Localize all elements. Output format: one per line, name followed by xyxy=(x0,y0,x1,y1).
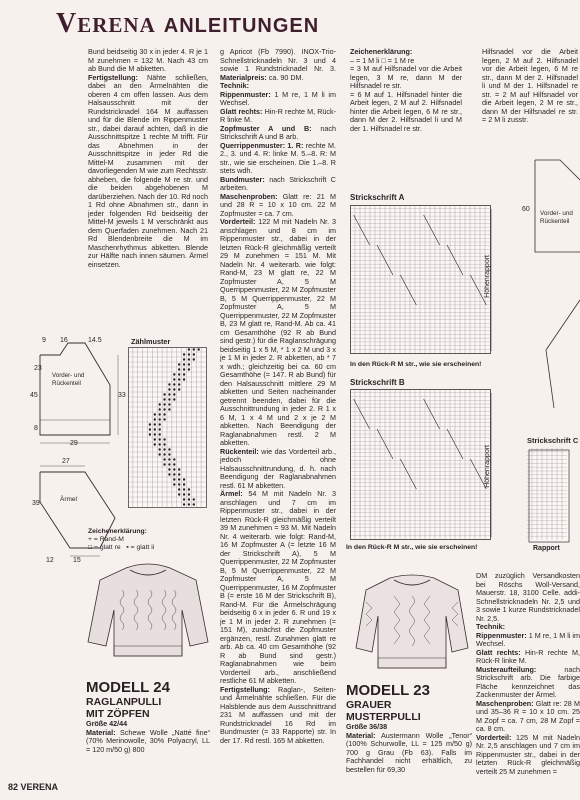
strickschrift-b-grid xyxy=(350,389,502,544)
legend-zaehlmuster: Zeichenerklärung: + = Rand-M □ = glatt re ▪ = glatt li xyxy=(88,528,155,551)
zaehlmuster-grid xyxy=(128,347,214,527)
modell-23-name-2: MUSTERPULLI xyxy=(346,711,421,723)
m-9: 9 xyxy=(42,337,46,344)
zaehlmuster-title: Zählmuster xyxy=(131,337,171,346)
chart-b-title: Strickschrift B xyxy=(350,378,405,387)
m-23: 23 xyxy=(34,365,42,372)
modell-23-name-1: GRAUER xyxy=(346,699,392,711)
m-15: 15 xyxy=(73,557,81,564)
m-39: 39 xyxy=(32,500,40,507)
modell-23-number: MODELL 23 xyxy=(346,682,430,699)
chart-c-rapport: Rapport xyxy=(533,545,560,552)
m-14-5: 14.5 xyxy=(88,337,102,344)
m-8: 8 xyxy=(34,425,38,432)
vr-schematic-label: Vorder- und Rückenteil xyxy=(52,372,85,387)
modell-24-name-1: RAGLANPULLI xyxy=(86,696,162,708)
chart-a-title: Strickschrift A xyxy=(350,193,405,202)
m-45: 45 xyxy=(30,392,38,399)
page-footer: 82 VERENA xyxy=(8,782,59,792)
strickschrift-a-grid xyxy=(350,205,502,360)
chart-b-hoehenrapport: Höhenrapport xyxy=(484,445,491,488)
column-3-text: Zeichenerklärung: – = 1 M li □ = 1 M re = 3 M auf Hilfsnadel vor die Arbeit legen, 3 M re, dann M der Hilfsnadel re str. = 6 M auf 1. Hilfsnadel hinter die Arbeit legen, 2 M auf 2. Hilfsnadel hinter die Arbeit legen, 6 M re str., dann M der 2. Hilfsnadel li und M der 1. Hilfsnadel re str. xyxy=(350,47,462,133)
chart-b-caption: In den Rück-R M str., wie sie erscheinen! xyxy=(346,544,478,551)
column-4-top-text: Hilfsnadel vor die Arbeit legen, 2 M auf 2. Hilfsnadel vor die Arbeit legen, 6 M re str., dann M der 2. Hilfsnadel li und M der 1. Hilfsnadel re str. = 2 M auf Hilfsnadel vor die Arbeit legen, 2 M re str., dann M der Hilfsnadel re str. = 2 M li zusstr. xyxy=(482,48,578,124)
raglanpulli-sweater-image xyxy=(86,560,210,660)
column-4-bottom-text: DM zuzüglich Versandkosten bei Röschs Woll-Versand, Mauerstr. 18, 3100 Celle. addi-Schnellstricknadeln Nr. 2,5 und 3 sowie 1 kurze Rundstricknadel Nr. 2,5. Technik: Rippenmuster: 1 M re, 1 M li im Wechsel. Glatt rechts: Hin-R rechte M, Rück-R linke M. Musteraufteilung: nach Strickschrift arb. Die farbige Fläche kennzeichnet das Zackenmuster der Ärmel. Maschenproben: Glatt re: 28 M und 35–36 R = 10 x 10 cm. 25 M Zopf = ca. 7 cm, 28 M Zopf = ca. 8 cm. Vorderteil: 125 M mit Nadeln Nr. 2,5 anschlagen und 7 cm im Rippenmuster str., dabei in der letzten Rück-R gleichmäßig verteilt 25 M zunehmen = xyxy=(476,572,580,776)
m-12: 12 xyxy=(46,557,54,564)
modell-24-number: MODELL 24 xyxy=(86,679,170,696)
strickschrift-c-grid xyxy=(527,448,580,548)
m-29: 29 xyxy=(70,440,78,447)
aermel-schematic-right xyxy=(526,290,580,410)
schematic-right-60: 60 xyxy=(522,206,530,213)
modell-24-name-2: MIT ZÖPFEN xyxy=(86,708,150,720)
chart-a-caption: In den Rück-R M str., wie sie erscheinen! xyxy=(350,361,482,368)
m-33: 33 xyxy=(118,392,126,399)
schematic-right-label: Vorder- und Rückenteil xyxy=(540,210,573,225)
vorder-rueckenteil-schematic xyxy=(30,335,125,455)
column-2-text: g Apricot (Fb 7990). INOX-Trio-Schnellstricknadeln Nr. 3 und 4 sowie 1 Rundstricknadel Nr. 3. Materialpreis: ca. 90 DM. Technik: Rippenmuster: 1 M re, 1 M li im Wechsel. Glatt rechts: Hin-R rechte M, Rück-R linke M. Zopfmuster A und B: nach Strickschrift A und B arb. Querrippenmuster: 1. R: rechte M. 2., 3. und 4. R: linke M. 5.–8. R: M str., wie sie erscheinen. Die 1.–8. R stets wdh. Bundmuster: nach Strickschrift C arbeiten. Maschenproben: Glatt re: 21 M und 28 R = 10 x 10 cm. 22 M Zopfmuster = ca. 7 cm. Vorderteil: 122 M mit Nadeln Nr. 3 anschlagen und 8 cm im Rippenmuster str., dabei in der letzten Rück-R gleichmäßig verteilt 29 M zunehmen = 151 M. Mit Nadeln Nr. 4 weiterarb. wie folgt: Rand-M, 23 M glatt re, 22 M Zopfmuster A, 5 M Querrippenmuster, 22 M Zopfmuster B, 5 M Querrippenmuster, 22 M Zopfmuster A, 5 M Querrippenmuster, 22 M Zopfmuster B, 23 M glatt re, Rand-M. Ab ca. 41 cm Gesamthöhe (92 R ab Bund sind gestr.) für die Raglanschrägung beidseitig 1 x 5 M, * 1 x 2 M und 3 x je 1 M in jeder 2. R abketten, ab * 7 x wdh.; gleichzeitig bei ca. 60 cm Gesamthöhe (= 147. R ab Bund) für den Halsausschnitt mittlere 29 M abketten und Seiten nacheinander getrennt beenden, dabei für die Ausschnittrundung in jeder 2. R 1 x 6 M, 1 x 4 M und 2 x je 2 M abketten. Nach Beendigung der Raglanabnahmen restl. 2 M abketten. Rückenteil: wie das Vorderteil arb., jedoch ohne Halsausschnittrundung, d. h. nach Beendigung der Raglanabnahmen restl. 61 M abketten. Ärmel: 54 M mit Nadeln Nr. 3 anschlagen und 7 cm im Rippenmuster str., dabei in der letzten Rück-R gleichmäßig verteilt 39 M zunehmen = 93 M. Mit Nadeln Nr. 4 weiterarb. wie folgt: Rand-M, 16 M Zopfmuster A (= letzte 16 M der Strickschrift A), 5 M Querrippenmuster, 22 M Zopfmuster B, 5 M Querrippenmuster, 22 M Zopfmuster A, 5 M Querrippenmuster, 16 M Zopfmuster B (= erste 16 M der Strickschrift B), Rand-M. Für die Ärmelschrägung beidseitig 6 x in jeder 6. R und 19 x je 1 M in jeder 2. R zunehmen (= 151 M), zunächst die Zopfmuster ergänzen, restl. Zunahmen glatt re arb. Ab ca. 40 cm Gesamthöhe (92 R ab Bund sind gestr.) Raglanabnahmen wie beim Vorderteil arb., anschließend restliche 61 M abketten. Fertigstellung: Raglan-, Seiten- und Ärmelnähte schließen. Für die Halsblende aus dem Ausschnittrand 231 M auffassen und mit der Rundstricknadel 16 Rd im Bundmuster (= 33 Rapporte) str. In der 17. Rd restl. 165 M abketten. xyxy=(220,47,337,745)
chart-a-hoehenrapport: Höhenrapport xyxy=(484,255,491,298)
modell-23-block: MODELL 23 GRAUER MUSTERPULLI Größe 36/38 Material: Austermann Wolle „Tenor“ (100% Schurwolle, LL = 125 m/50 g) 700 g Grau (Fb 63). Falls im Fachhandel nicht erhältlich, zu bestellen für 69,30 xyxy=(346,682,472,774)
modell-24-block: MODELL 24 RAGLANPULLI MIT ZÖPFEN Größe 42/44 Material: Schewe Wolle „Natté fine“ (70% Merinowolle, 30% Polyacryl, LL = 120 m/50 g) 800 xyxy=(86,679,210,754)
m-16: 16 xyxy=(60,337,68,344)
magazine-brand: VERENA ANLEITUNGEN xyxy=(56,8,320,39)
m-27: 27 xyxy=(62,458,70,465)
musterpulli-sweater-image xyxy=(354,572,470,672)
modell-23-size: Größe 36/38 xyxy=(346,722,388,731)
column-1-text: Bund beidseitig 30 x in jeder 4. R je 1 M zunehmen = 132 M. Nach 43 cm ab Bund die M abketten. Fertigstellung: Nähte schließen, dabei an den Ärmelnähten die oberen 4 cm offen lassen. Aus dem Halsausschnitt mit der Rundstricknadel 164 M auffassen und für die Blende im Rippenmuster str., dabei darauf achten, daß in die Ausschnittspitze 1 rechte M trifft. Für das Abnehmen in der Ausschnittspitze in jeder Rd die Mittel-M zusammen mit der davorliegenden M wie zum Rechtsstr. abheben, die folgende M re str. und die beiden abgehobenen M darüberziehen. Nach der 10. Rd noch 1 Rd ohne Abnahmen str., dann in jeder folgenden Rd beidseitig der Mittel-M jeweils 1 M verschränkt aus dem Querfaden zunehmen. Nach 21 Rd Blendenbreite die M im Maschenrhythmus abketten. Blende zur Hälfte nach innen säumen. Ärmel einsetzen. xyxy=(88,47,209,269)
page-header xyxy=(0,0,580,40)
chart-c-title: Strickschrift C xyxy=(527,436,579,445)
modell-24-size: Größe 42/44 xyxy=(86,719,128,728)
aermel-label: Ärmel xyxy=(60,496,77,503)
